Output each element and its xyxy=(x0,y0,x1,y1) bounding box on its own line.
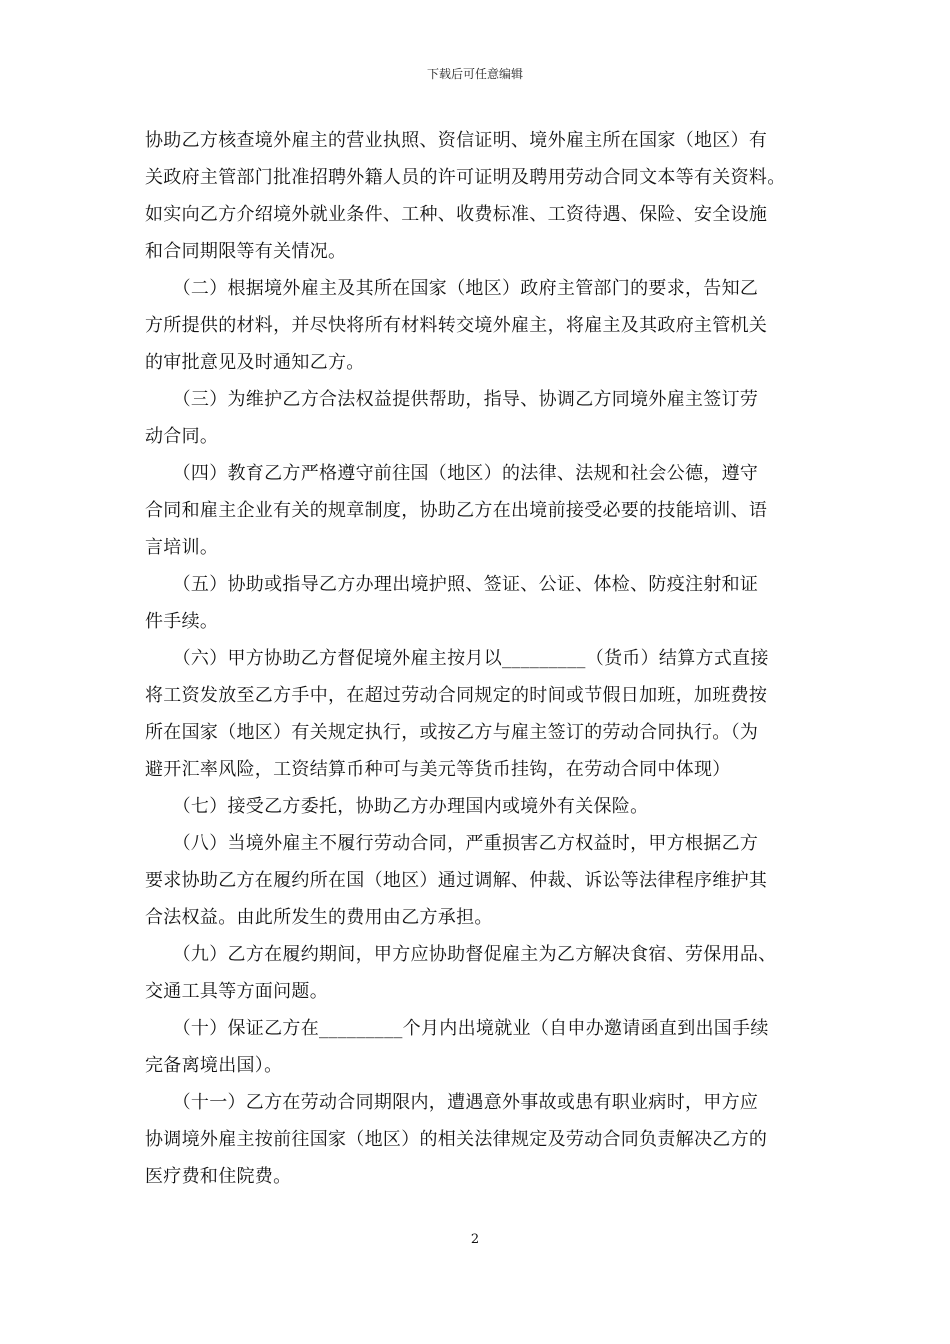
text-line: （八）当境外雇主不履行劳动合同，严重损害乙方权益时，甲方根据乙方 xyxy=(145,833,759,854)
text-line: 避开汇率风险，工资结算币种可与美元等货币挂钩，在劳动合同中体现） xyxy=(145,759,731,780)
text-line: 交通工具等方面问题。 xyxy=(145,981,328,1002)
text-line: 完备离境出国）。 xyxy=(145,1055,283,1076)
text-line: （十）保证乙方在_________个月内出境就业（自申办邀请函直到出国手续 xyxy=(145,1018,769,1039)
text-line: （五）协助或指导乙方办理出境护照、签证、公证、体检、防疫注射和证 xyxy=(145,574,759,595)
text-line: 协调境外雇主按前往国家（地区）的相关法律规定及劳动合同负责解决乙方的 xyxy=(145,1129,768,1150)
text-line: 合同和雇主企业有关的规章制度，协助乙方在出境前接受必要的技能培训、语 xyxy=(145,500,768,521)
text-line: 和合同期限等有关情况。 xyxy=(145,241,347,262)
text-line: （十一）乙方在劳动合同期限内，遭遇意外事故或患有职业病时，甲方应 xyxy=(145,1092,759,1113)
text-line: （二）根据境外雇主及其所在国家（地区）政府主管部门的要求，告知乙 xyxy=(145,278,759,299)
page-number: 2 xyxy=(470,1232,480,1247)
text-line: 合法权益。由此所发生的费用由乙方承担。 xyxy=(145,907,493,928)
text-line: （七）接受乙方委托，协助乙方办理国内或境外有关保险。 xyxy=(145,796,649,817)
text-line: 如实向乙方介绍境外就业条件、工种、收费标准、工资待遇、保险、安全设施 xyxy=(145,204,768,225)
text-line: （三）为维护乙方合法权益提供帮助，指导、协调乙方同境外雇主签订劳 xyxy=(145,389,759,410)
text-line: 方所提供的材料，并尽快将所有材料转交境外雇主，将雇主及其政府主管机关 xyxy=(145,315,768,336)
text-line: 医疗费和住院费。 xyxy=(145,1166,292,1187)
text-line: 言培训。 xyxy=(145,537,219,558)
document-body xyxy=(145,122,810,1195)
text-line: 要求协助乙方在履约所在国（地区）通过调解、仲裁、诉讼等法律程序维护其 xyxy=(145,870,768,891)
text-line: （四）教育乙方严格遵守前往国（地区）的法律、法规和社会公德，遵守 xyxy=(145,463,759,484)
text-line: 的审批意见及时通知乙方。 xyxy=(145,352,365,373)
text-line: 动合同。 xyxy=(145,426,219,447)
text-line: 协助乙方核查境外雇主的营业执照、资信证明、境外雇主所在国家（地区）有 xyxy=(145,130,768,151)
text-line: （六）甲方协助乙方督促境外雇主按月以_________（货币）结算方式直接 xyxy=(145,648,769,669)
page-header: 下载后可任意编辑 xyxy=(426,67,523,81)
text-line: 所在国家（地区）有关规定执行，或按乙方与雇主签订的劳动合同执行。（为 xyxy=(145,722,759,743)
text-line: 关政府主管部门批准招聘外籍人员的许可证明及聘用劳动合同文本等有关资料。 xyxy=(145,167,786,188)
text-line: （九）乙方在履约期间，甲方应协助督促雇主为乙方解决食宿、劳保用品、 xyxy=(145,944,777,965)
text-line: 件手续。 xyxy=(145,611,219,632)
text-line: 将工资发放至乙方手中，在超过劳动合同规定的时间或节假日加班，加班费按 xyxy=(145,685,768,706)
